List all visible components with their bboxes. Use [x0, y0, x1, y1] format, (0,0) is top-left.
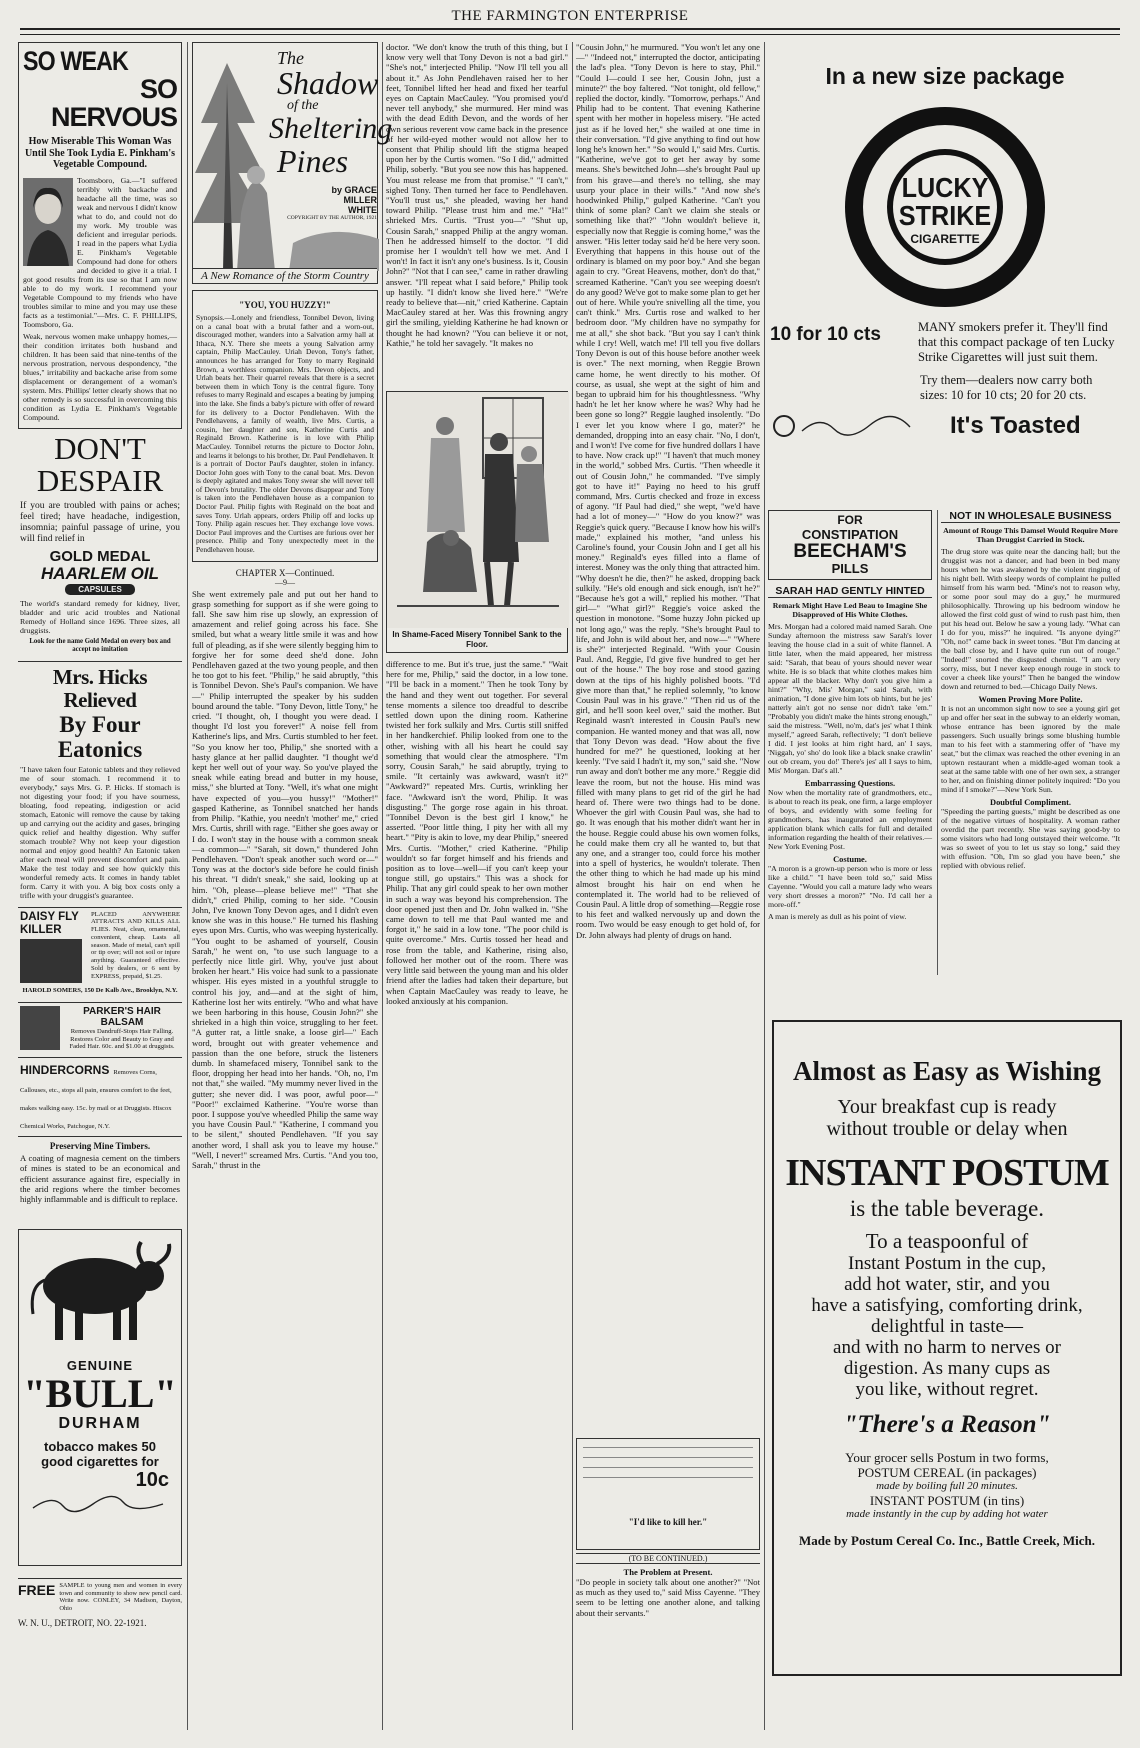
lucky-brand-2: STRIKE [898, 200, 992, 231]
doubtful-title: Doubtful Compliment. [990, 798, 1071, 807]
eatonic-headline-2: By Four Eatonics [57, 711, 143, 762]
hindercorns-ad [18, 1058, 182, 1137]
postum-line-1: Your breakfast cup is ready [837, 1096, 1057, 1118]
bull-durham: DURHAM [58, 1415, 142, 1433]
postum-line-3: is the table beverage. [849, 1196, 1045, 1221]
bull-durham-ad [18, 1229, 182, 1566]
eatonic-ad [18, 662, 182, 908]
pinkham-headline-2: SO NERVOUS [50, 74, 177, 132]
story-byline-2: MILLER [343, 195, 377, 205]
page-footer: W. N. U., DETROIT, NO. 22-1921. [18, 1617, 147, 1628]
pinkham-body-2: Weak, nervous women make unhappy homes,—their condition irritates both husband and children. It has been said that nine-tenths of the nervous prostration, nervous despondency, "the blues," irritability and backache arise from some displacement or derangement of a woman's system. Mrs. Phillips' letter clearly shows that no other remedy is so successful in overcoming this condition as Lydia E. Pinkham's Vegetable Compound. [23, 331, 177, 422]
haarlem-note: Look for the name Gold Medal on every box and accept no imitation [29, 637, 171, 653]
beecham-brand: BEECHAM'S [793, 541, 907, 562]
signature-icon [23, 1492, 173, 1514]
mine-timbers-item [18, 1137, 182, 1211]
postum-reason: "There's a Reason" [843, 1411, 1051, 1438]
postum-brand: INSTANT POSTUM [785, 1152, 1109, 1194]
story-body-col4: "Cousin John," he murmured. "You won't let any one—" "Indeed not," interrupted the doctor, anticipating the lad's plea. "Tony Devon is here to stay, Phil." "Could I—could I see her, Cousin John, just a minute?" the boy faltered. "Not tonight, old fellow," replied the doctor, kindly. "Tomorrow, perhaps." And Philip had to be content. That evening Katherine spent with her mother in hopeless misery. "He acted just as if he loved her," she wailed at one time in their conversation. "I'd give anything to find out how long he's known her." "So would I," said Mrs. Curtis. "Katherine, we've got to get her away by some means. She's bewitched John—she's brought Paul up from his grave—and there's no telling, she may usurp your place in their wills." "And now she's hoodwinked Philip," gulped Katherine. "Can't you think of some plan? Can't we claim she steals or something like that?" "John wouldn't believe it, especially now that Reggie is coming home," was the answer. "His letter today said he'd be here very soon. Everything that happens in this house out of the ordinary is blamed on my poor boy." And she began again to cry. "Great Heavens, mother, don't do that," screamed Katherine. "Can't you see weeping doesn't do any good? We've got to make some plan to get her out of here. While you're snivelling all the time, you can't think." Mrs. Curtis rose and walked to her bedroom door. "My children have no sympathy for me at all," she shot back. "But you say I can't think while I cry! Well, watch me! I'll tell you five dollars Tony Devon is out of this house before another week is over." The next morning, when Reggie Brown came home, he went directly to his mother. Of course, as usual, she wept at the sight of him and began to upbraid him for his thoughtlessness. "Why hadn't he let her know where he was? Why had he been gone so long?" Reggie laughed insolently. "Do I ever let you know where I go, mater?" he demanded, dropping into an easy chair. "No, I don't, and I won't! I've come for five hundred dollars I have to have. Now crack up!" "I haven't that much money in the world," sobbed Mrs. Curtis. "Then wheedle it out of Cousin John," he commanded. "I've simply got to have it!" Paying no heed to his gruff command, Mrs. Curtis checked and froze in excess of agony. "If Paul had died," she wept, "we'd have had a lot of money—" "How do you know?" was Reggie's quick query. "Because I know how his will's made," explained his mother, "and unless his Caroline's found, your Cousin John and I get all his money." Reginald's eyes filled into a flame of interest. Money was the only thing that attracted him. "Why doesn't he die, then?" he asked, dropping back sulkily. "He's old enough and sick enough, isn't he?" "Because he's got a will," replied his mother. "That girl—" "What girl?" Reggie's voice asked the question in monotone. "Some huzzy John picked up not long ago," was the reply. "She's brought Paul to life, and John is wild about her, and now—" "Where is she?" interjected Reginald. "With your Cousin Paul. And, Reggie, I'd give five hundred to get her out of the house." The boy rose and stood gazing down at the tips of his highly polished boots. "I'd give more than that," he replied solemnly, "to know Cousin Paul was in his grave." "Then rid us of the girl, and he'll soon keel over," said the mother. But Reginald wasn't interested in Cousin Paul's new companion. He wanted money and that was all, now that Tony Devon was dead. "How about the five hundred for me?" he questioned, looking at her keenly. "I've said I hadn't it, my son," said she. "Now run away and don't bother me any more." Reggie did leave the room, but not the house. His mind was filled with many plans to get rid of the girl he had heard of. There were two things had to be done. Whoever the girl with Cousin Paul was, she had to go. It was enough that his mother didn't want her in the house. Reggie could abuse his own women folks, he could make them cry all he wanted to, but that any one, and a stranger too, could force his mother into a spell of hysterics, he wouldn't tolerate. Then the other thing to which he had made up his mind almost brought his hair on end when he contemplated it. The world had to be relieved of Cousin Paul. A little drop of something—Reggie rose to his feet and walked nervously up and down the room. Two would be easy enough to get hold of, for Dr. John always had plenty of drugs on hand. [576, 42, 760, 940]
haarlem-body: If you are troubled with pains or aches; feel tired; have headache, indigestion, insomnia; painful passage of urine, you will find relief in [20, 500, 180, 544]
postum-line-7: have a satisfying, comforting drink, delightful in taste— [811, 1295, 1083, 1337]
lucky-body-2: Try them—dealers now carry both sizes: 10 for 10 cts; 20 for 20 cts. [920, 373, 1093, 402]
story-byline-3: WHITE [348, 205, 377, 215]
parker-ad [18, 1003, 182, 1058]
beecham-for: FOR [837, 513, 863, 527]
beecham-pills: PILLS [831, 561, 869, 576]
story-body-col3-bottom: difference to me. But it's true, just the same." "Wait here for me, Philip," said the doctor, in a low tone. "I'll be back in a moment." Then he took Tony by the hand and they went out together. For several tense moments a silence too dreadful to describe settled down upon the dining room. Katherine twisted her fork sulkily and Mrs. Curtis still sniffed in her handkerchief. Philip looked from one to the other, wishing with all his heart he could say something that would clear the atmosphere. "I'm sorry, Cousin Sarah," he said abruptly, trying to smile. "It certainly was awkward, wasn't it?" "Awkward?" repeated Mrs. Curtis, wrinkling her face. "Awkward isn't the word, Philip. It was disgusting." The gorge rose again in his throat. "Tonnibel Devon is the best girl I know," he asserted. "Poor little thing, I pity her with all my heart." "Pity is akin to love, my dear Philip," sneered Mrs. Curtis. "Mother," cried Katherine. "Philip wouldn't so far forget himself and his friends and position as to love—well—if you can't keep your tongue still, go upstairs." This was a shock for Philip. That any girl could speak to her own mother in such a way was beyond his comprehension. The door opened just then and Dr. John walked in. "She came down to tell me that Paul wanted me and forgot it," he said in a low tone. "The poor child is quite overcome." Mrs. Curtis tossed her head and rose from the table, and Katherine, rising also, followed her mother out of the room. There was very little said between the young man and his older friend after the ladies had taken their departure, but when Captain MacCauley was ready to leave, he looked anxiously at his companion. [386, 659, 568, 1006]
pinkham-body-1: Toomsboro, Ga.—"I suffered terribly with backache and headache all the time, was so weak and nervous I didn't know what to do, and could not do my work. My trouble was deficient and irregular periods. I read in the papers what Lydia E. Pinkham's Vegetable Compound had done for others and decided to give it a trial. I got good results from its use so that I am now able to do my work. I recommend your Vegetable Compound to my friends who have troubles similar to mine and you may use these facts as a testimonial."—Mrs. C. F. PHILLIPS, Toomsboro, Ga. [23, 175, 177, 329]
embarrassing-title: Embarrassing Questions. [804, 779, 896, 788]
haarlem-headline-2: DESPAIR [36, 462, 164, 498]
inset-quote: "I'd like to kill her." [628, 1517, 708, 1527]
chapter-continued: CHAPTER X—Continued. [235, 567, 335, 578]
story-body-col2: She went extremely pale and put out her hand to grasp something for support as if she were going to fall. She saw him rise up slowly, an expression of amazement and relief going across his face. She smiled, but what a weary little smile it was and how full of pleading, as if she were silently begging him to forgive her for some deed she'd done. John Pendlehaven gazed at the two young people, and then he too got to his feet. "Philip," he said abruptly, "this is Tonnibel Devon. She's Paul's companion. We have—" Philip interrupted the speaker by his sudden bound around the table. "Tony Devon, little Tony," he cried. "I thought, oh, I thought you were dead. I thought I'd lost you forever!" A noise fell from Katherine's lips, and Mrs. Curtis stumbled to her feet. "So you know her too, Philip," she snorted with a hasty glance at her pallid daughter. "I thought we'd kept her well out of your way. So you've played the sneak while eating bread and butter in my house, miss," she blurted at Tony. "Well, it's what one might have expected of you—you hussy!" "Mother!" gasped Katherine, as Tonnibel snatched her hands from Philip. "Kathie, you needn't 'mother' me," cried Mrs. Curtis, shrill with rage. "Either she goes away or I do. I won't stay in the house with a common sneak—a common—" "Sarah, sit down," thundered John Pendlehaven. "Don't speak another such word or—" Tony was at the doctor's side before he could finish his threat. "I didn't sneak," she said, looking up at him. "Oh, please—please believe me!" "That she didn't," cried Philip, coming to her side. "Cousin John, I've known Tony Devon ages, and I didn't even know she was in this house." He turned his flashing eyes upon Mrs. Curtis, who was weeping hysterically. "You ought to be ashamed of yourself, Cousin Sarah," he went on, "to use such language to a perfectly nice little girl. Why, you've just about broken her heart." His voice had sunk to a passionate whisper. His eyes misted in a youthful struggle to control his joy, and—and at the sight of him, Katherine lost her wits entirely. "Who and what have we been harboring in this house, Cousin John?" she shrieked in a high thin voice, struggling to her feet. "A gutter rat, a little snake, a loose girl—" Each word, brought out with greater vehemence and passion than the one before, struck the listeners dumb. In shamefaced misery, Tonnibel sank to the floor, dropping her head into her hands. "Oh, no, I'm not that," she wailed. "My mummy never lived in the gutter; she never did. I was poor, awful poor—" "Poor!" exclaimed Katherine. "You're worse than poor. I suppose you've wheedled Philip the same way you have Cousin Paul." "Katherine, I command you to be silent," shouted Pendlehaven. "If you say another word, I shall ask you to leave my house." "Well, I never!" screamed Mrs. Curtis. "And you too, Sarah," thrust in the [192, 588, 378, 1170]
postum-ad [772, 1020, 1122, 1676]
embarrassing-body: Now when the mortality rate of grandmothers, etc., is about to reach its peak, one firm, a large employer of boys, and evidently with some feeling for grandmothers, has inaugurated an employment application blank which calls for full and detailed information regarding the health of their relatives.—New York Evening Post. [768, 788, 932, 851]
haarlem-headline-1: DON'T [54, 430, 146, 466]
sarah-body: Mrs. Morgan had a colored maid named Sarah. One Sunday afternoon the mistress saw Sarah's lover leaving the house clad in a suit of white flannel. A little later, when the maid appeared, her mistress said: "Sarah, that beau of yours should never wear white. He is so black that white clothes makes him appear all the blacker. Why don't you give him a hint?" "Why, Mis' Morgan," said Sarah, with animation, "I done give him lots ob hints, but he jes' natterly ain't got no sense nor didn't take 'em." "Probably you didn't make the hints strong enough," said the mistress. "Well, no'm, dat's jes' what I think myself," agreed Sarah, reflectively; "I don't believe I did. I jest looks at him right hard, an' I says, 'Niggah, yo' sho' do look like a black snake crawlin' out ob cream, you do!' There's jes' all I says to him, Mis' Morgan. Dat's all." [768, 622, 932, 775]
lucky-price: 10 for 10 cts [770, 324, 881, 345]
column-divider [937, 510, 938, 975]
wholesale-body: The drug store was quite near the dancing hall; but the druggist was not a dancer, and had been in bed many hours when he was awakened by the violent ringing of his night bell. With sleepy words of complaint he pulled himself from his warm bed. "Mine's not to reason why, or some poor soul may do a guy," he murmured philosophically. Throwing up his bedroom window he allowed the first cold gust of wind to rush past him, then put his head out. Below he saw a young lady. "What can I do for you, miss?" he inquired. "Is anyone dying?" "Oh, no!" came back in sweet tones. "But I'm dancing at the ball close by, and I have quite run out of rouge." "Indeed!" snorted the disgusted chemist. "I am very sorry, miss, but I never keep enough rouge in stock to cover a cheek like yours!" Then he banged the window down and returned to bed.—Chicago Daily News. [941, 547, 1120, 691]
postum-instant-note: made instantly in the cup by adding hot water [846, 1508, 1048, 1520]
bull-brand: "BULL" [23, 1371, 177, 1417]
story-copyright: COPYRIGHT BY THE AUTHOR, 1921 [287, 215, 377, 221]
story-byline-1: by GRACE [331, 185, 377, 195]
lucky-brand-1: LUCKY [901, 172, 989, 203]
story-body-col3-top: doctor. "We don't know the truth of this thing, but I know very well that Tony Devon is not a bad girl." "She's not," interjected Philip. "Now I'll tell you all about it." As John Pendlehaven raised her to her feet, Tonnibel lifted her head and fixed her tearful eyes on Captain MacCauley. "You promised you'd never tell anybody," she murmured. Her mind was with the dead Edith Devon, and the words of her own serious reverent vow came back in the presence of her wild-eyed mother would not allow her to consent that Philip should lift the stigma heaped upon her by the Curtis women. "So I did," admitted Philip, soberly. "But you see now this has happened. You must release me from that promise." "I can't," sighed Tony. Then turned her face to Pendlehaven. "You'll trust us," she pleaded, waving her hand toward Philip. "Please trust him and me." "Ha!" shrieked Mrs. Curtis. "Trust you—" "Shut up, Cousin Sarah," snapped Philip at the angry woman. Then he addressed himself to the doctor. "I did promise her I wouldn't tell how we met. And I won't! In fact it isn't any one's business. Is it, Cousin John?" "Not that I can see," came in rather drawling answer. "I'll repeat what I said before," Philip took up hastily. "I didn't know she lived here." "We're ready to believe that—nit," cried Katherine. Captain MacCauley stared at her. Was this frowning angry girl the smiling, yielding Katherine he had known or thought he had known? "You can believe it or not, Kathie," he told her savagely. "It makes no [386, 42, 568, 348]
beecham-constipation: CONSTIPATION [801, 527, 899, 542]
beecham-ad [768, 510, 932, 580]
haarlem-ad [18, 429, 182, 662]
bull-icon [23, 1234, 177, 1346]
pinkham-subhead: How Miserable This Woman Was Until She Took Lydia E. Pinkham's Vegetable Compound. [24, 136, 176, 170]
story-illustration [386, 391, 568, 653]
doubtful-body: "Speeding the parting guests," might be described as one of the negative virtues of hospitality. A woman rather overdid the part recently. She was saying good-by to some visitors who had long outstayed their welcome. "It was so sweet of you to let us stay so long," said they with effusion. "Oh, I'm so glad you have been," she replied with obvious relief. [941, 807, 1120, 870]
masthead-rule-bottom [20, 34, 1120, 35]
parker-title: PARKER'S HAIR BALSAM [83, 1005, 161, 1028]
daisy-body: PLACED ANYWHERE ATTRACTS AND KILLS ALL FLIES. Neat, clean, ornamental, convenient, cheap. Lasts all season. Made of metal, can't spill or tip over; will not soil or injure anything. Guaranteed effective. Sold by dealers, or 6 sent by EXPRESS, prepaid, $1.25. [91, 910, 180, 980]
column-story-1 [192, 42, 393, 1732]
column-divider [572, 42, 573, 1730]
postum-grocer: Your grocer sells Postum in two forms, [845, 1450, 1049, 1465]
sarah-subtitle: Remark Might Have Led Beau to Imagine She Disapproved of His White Clothes. [772, 601, 928, 619]
eatonic-body: "I have taken four Eatonic tablets and they relieved me of sour stomach. I recommend it to everybody," says Mrs. G. P. Hicks. If stomach is not digesting your food; if you have sourness, bloating, food repeating, indigestion or acid stomach, Eatonic will remove the cause by taking up and carrying out the acidity and gases, bringing quick relief and healthy digestion. Why suffer stomach trouble? Why not keep your digestion normal and enjoy good health? An Eatonic taken after each meal will prevent discomfort and pain. Make the test today and see how quickly this wonderful remedy acts. It comes in handy tablet form. Carry it with you. A big box costs only a trifle with your druggist's guarantee. [20, 764, 180, 900]
postum-line-9: digestion. As many cups as [843, 1358, 1051, 1379]
story-title-1: The [277, 48, 304, 68]
daisy-address: HAROLD SOMERS, 150 De Kalb Ave., Brooklyn, N.Y. [22, 986, 178, 994]
bull-tag-1: tobacco makes 50 [43, 1439, 156, 1455]
parker-body: Removes Dandruff-Stops Hair Falling. Restores Color and Beauty to Gray and Faded Hair. 60c. and $1.00 at druggists. [69, 1027, 175, 1051]
column-divider [764, 42, 765, 1730]
postum-cereal: POSTUM CEREAL (in packages) [857, 1465, 1037, 1480]
haarlem-brand-3: CAPSULES [65, 584, 135, 595]
column-left-ads [18, 42, 182, 1732]
free-text: SAMPLE to young men and women in every town and community to show new pencil card. Write now. CONLEY, 34 Madison, Dayton, Ohio [59, 1582, 182, 1613]
free-sample-ad [18, 1578, 182, 1615]
costume-body: "A moron is a grown-up person who is more or less like a child." "I have been told so," said Miss Cayenne. "Would you call a mature lady who wears very short dresses a moron?" "No. I'd call her a more-off." [768, 864, 932, 909]
postum-maker: Made by Postum Cereal Co. Inc., Battle Creek, Mich. [799, 1533, 1095, 1548]
balsam-bottle-image [20, 1006, 60, 1050]
postum-line-10: you like, without regret. [855, 1379, 1039, 1400]
bull-tag-2: good cigarettes for [41, 1454, 159, 1470]
postum-line-4: To a teaspoonful of [865, 1229, 1029, 1253]
story-title-2: Shadow [277, 65, 379, 101]
sarah-title: SARAH HAD GENTLY HINTED [768, 585, 932, 598]
postum-headline: Almost as Easy as Wishing [792, 1056, 1102, 1086]
illustration-caption: In Shame-Faced Misery Tonnibel Sank to the Floor. [392, 630, 562, 649]
costume-title: Costume. [833, 855, 867, 864]
to-be-continued: (TO BE CONTINUED.) [576, 1553, 760, 1564]
column-story-2 [386, 42, 568, 1732]
postum-cereal-note: made by boiling full 20 minutes. [876, 1480, 1018, 1492]
daisy-title: DAISY FLY KILLER [20, 910, 79, 936]
lucky-strike-ad [770, 42, 1120, 517]
story-title-4: Sheltering [269, 112, 393, 145]
lucky-signature-icon [770, 411, 920, 441]
story-title-art [192, 42, 393, 284]
bull-price: 10c [135, 1469, 169, 1492]
lucky-body-1: MANY smokers prefer it. They'll find that this compact package of ten Lucky Strike Cigarettes will just suit them. [918, 320, 1115, 364]
wholesale-title: NOT IN WHOLESALE BUSINESS [941, 510, 1120, 523]
lucky-heading: In a new size package [825, 63, 1065, 89]
postum-line-2: without trouble or delay when [826, 1118, 1068, 1140]
polite-title: Women Proving More Polite. [978, 695, 1083, 704]
haarlem-body-2: The world's standard remedy for kidney, liver, bladder and uric acid troubles and National Remedy of Holland since 1696. Three sizes, all druggists. [20, 598, 180, 635]
pinkham-ad [18, 42, 182, 429]
interior-scene-illustration [387, 392, 569, 628]
problem-body: "Do people in society talk about one another?" "Not as much as they used to," said Miss Cayenne. "They seem to be letting one another alone, and talking about their servants." [576, 1577, 760, 1618]
mine-timbers-body: A coating of magnesia cement on the timbers of mines is stated to be an economical and efficient assurance against fire, especially in the arid regions where the timber becomes highly inflammable and is difficult to replace. [20, 1153, 180, 1205]
free-label: FREE [18, 1582, 56, 1599]
column-misc-left [768, 510, 932, 976]
inset-lines [577, 1441, 759, 1478]
hindercorns-title: HINDERCORNS [20, 1063, 110, 1078]
mine-timbers-title: Preserving Mine Timbers. [49, 1141, 151, 1152]
postum-line-6: add hot water, stir, and you [844, 1274, 1050, 1295]
column-story-3 [576, 42, 760, 1732]
column-divider [382, 42, 383, 1730]
eatonic-headline-1: Mrs. Hicks Relieved [52, 664, 148, 712]
lucky-toasted: It's Toasted [950, 412, 1081, 439]
daisy-ad [18, 908, 182, 1003]
masthead: THE FARMINGTON ENTERPRISE [451, 8, 689, 24]
story-title-5: Pines [277, 143, 349, 179]
hindercorns-body: Removes Corns, Callouses, etc., stops all pain, ensures comfort to the feet, makes walking easy. 15c. by mail or at Druggists. Hiscox Chemical Works, Patchogue, N.Y. [20, 1069, 172, 1131]
story-title-3: of the [287, 98, 319, 113]
postum-line-5: Instant Postum in the cup, [848, 1253, 1046, 1274]
pinkham-headline-1: SO WEAK [23, 46, 128, 76]
lucky-strike-logo [840, 102, 1050, 312]
postum-line-8: and with no harm to nerves or [833, 1337, 1061, 1358]
wholesale-subtitle: Amount of Rouge This Damsel Would Require More Than Druggist Carried in Stock. [943, 526, 1118, 544]
haarlem-brand-1: GOLD MEDAL [49, 547, 151, 565]
chapter-title: "YOU, YOU HUZZY!" [239, 300, 331, 310]
inset-quote-box [576, 1438, 760, 1550]
bull-genuine: GENUINE [66, 1358, 134, 1374]
lucky-brand-3: CIGARETTE [910, 232, 980, 246]
column-divider [187, 42, 188, 1730]
column-misc-right [941, 510, 1120, 976]
polite-body: It is not an uncommon sight now to see a young girl get up and offer her seat in the subway to an elderly woman, whose entrance has been ignored by the male passengers. Such usually brings some blushing humble man to his feet with a stammering offer of "have my seat," but the climax was reached the other evening in an uptown restaurant when a middle-aged woman took a seat at the same table with one of her own sex, a stranger to her, and on finishing dinner politely inquired: "Do you mind if I smoke?"—New York Sun. [941, 704, 1120, 794]
story-synopsis-box [192, 290, 378, 562]
problem-title: The Problem at Present. [623, 1567, 713, 1577]
woman-portrait [23, 178, 73, 266]
story-banner: A New Romance of the Storm Country [193, 268, 377, 283]
postum-instant: INSTANT POSTUM (in tins) [869, 1493, 1025, 1508]
chapter-number: —9— [275, 577, 295, 587]
story-synopsis: Synopsis.—Lonely and friendless, Tonnibel Devon, living on a canal boat with a brutal father and a worn-out, discouraged mother, wanders into a Salvation army hall at Ithaca, N.Y. There she meets a young Salvation army captain, Philip MacCauley. Uriah Devon, Tony's father, announces he has arranged for Tony to marry Reginald Brown, a worthless companion. Mrs. Devon objects, and Urlah beats her. Their quarrel reveals that there is a secret between them in which Tony is the central figure. Tony refuses to marry Reginald and escapes a beating by jumping into the lake. She finds a baby's picture with offer of reward for its delivery to a Doctor Pendlehaven. With the Pendlehavens, a family of wealth, live Mrs. Curtis, a cousin, her daughter and son, Katherine Curtis and Reginald Brown. Katherine is in love with Philip MacCauley. Tonnibel returns the picture to Doctor John, and learns it belongs to his brother, Dr. Paul Pendlehaven. It is a portrait of Doctor Paul's daughter, stolen in infancy. Doctor John goes with Tony to the canal boat. Mrs. Devon is deeply agitated and makes Tony swear she will never tell of Devon's brutality. The older Devons disappear and Tony is taken into the Pendlehaven house as a companion to Doctor Paul. Philip fights with Reginald on the boat and saves Tony. Urlah appears, orders Philip off and locks up Tony. Philip again rescues her. They exchange love vows. Doctor Paul improves and the Curtises are furious over her presence. Philip and Tony unexpectedly meet in the Pendlehaven house. [196, 313, 374, 555]
dull-item: A man is merely as dull as his point of view. [768, 912, 907, 921]
haarlem-brand-2: HAARLEM OIL [40, 563, 160, 583]
masthead-rule-top [20, 28, 1120, 30]
fly-killer-image [20, 939, 82, 983]
